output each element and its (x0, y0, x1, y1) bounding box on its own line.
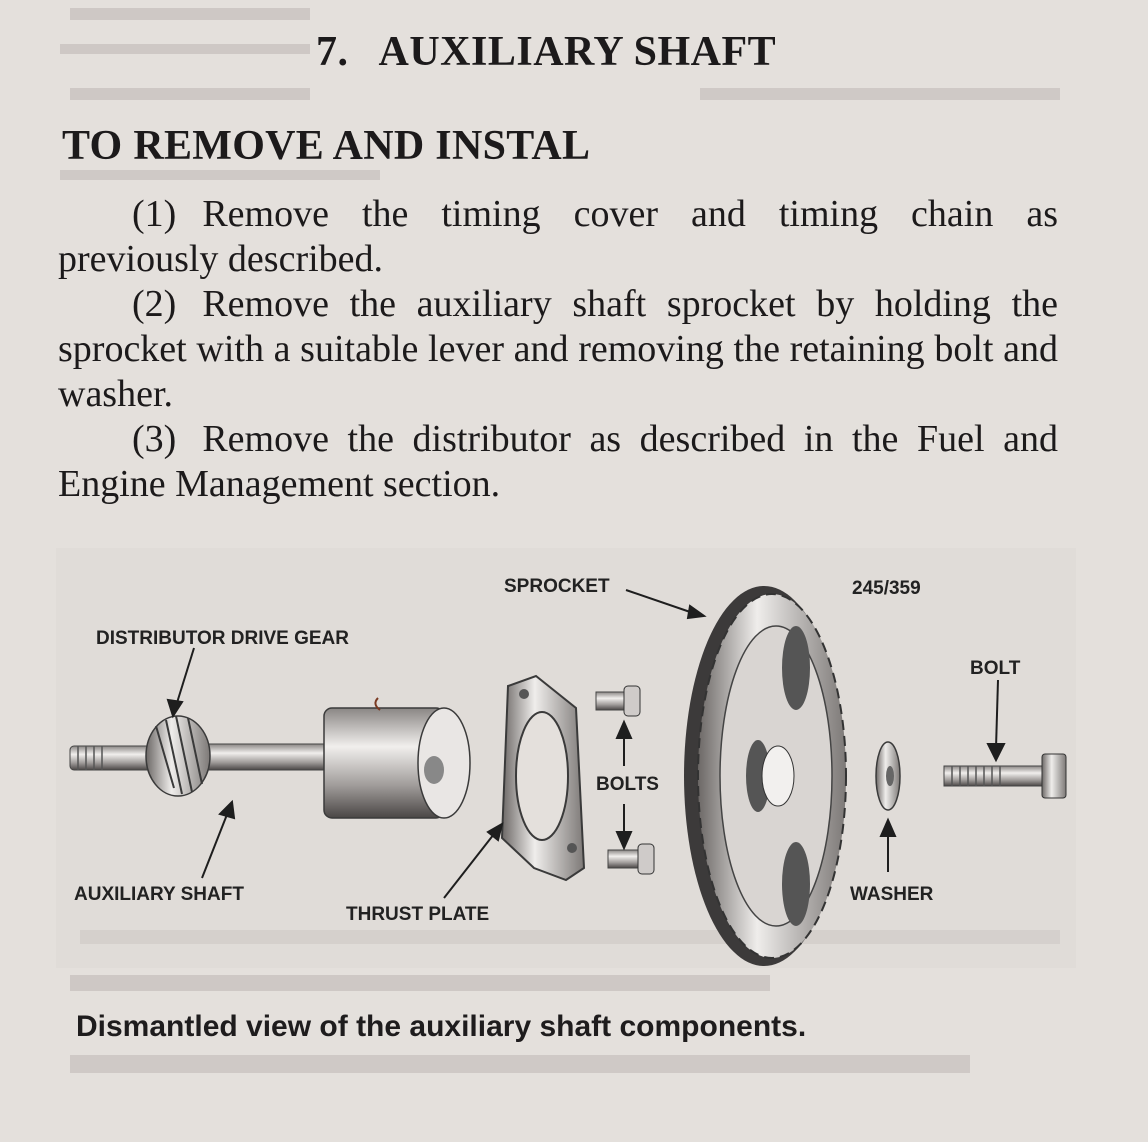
exploded-view-figure (56, 548, 1076, 968)
step-number: (2) (132, 283, 177, 325)
step-2 (58, 282, 1058, 417)
label-thrust-plate: THRUST PLATE (346, 904, 490, 925)
figure-illustration (56, 548, 1076, 968)
thrust-plate-part (502, 676, 584, 880)
label-auxiliary-shaft: AUXILIARY SHAFT (74, 884, 244, 905)
label-distributor-drive-gear: DISTRIBUTOR DRIVE GEAR (96, 628, 350, 649)
procedure-steps (58, 192, 1058, 507)
distributor-drive-gear-part (146, 716, 210, 796)
step-number: (1) (132, 193, 177, 235)
step-1 (58, 192, 1058, 282)
section-title-text: AUXILIARY SHAFT (378, 29, 777, 75)
figure-caption: Dismantled view of the auxiliary shaft components. (76, 1010, 807, 1043)
washer-part (876, 742, 900, 810)
step-text: Remove the distributor as described in the Fuel and Engine Management section. (58, 418, 1058, 505)
step-number: (3) (132, 418, 177, 460)
figure-reference-number: 245/359 (852, 578, 921, 599)
section-title (316, 28, 776, 76)
step-text: Remove the auxiliary shaft sprocket by holding the sprocket with a suitable lever and removing the retaining bolt and washer. (58, 283, 1058, 415)
step-text: Remove the timing cover and timing chain as previously described. (58, 193, 1058, 280)
label-washer: WASHER (850, 884, 934, 905)
label-bolts: BOLTS (596, 774, 659, 795)
step-3 (58, 417, 1058, 507)
label-bolt: BOLT (970, 658, 1021, 679)
section-number: 7. (316, 29, 349, 75)
label-sprocket: SPROCKET (504, 576, 610, 597)
sprocket-part (684, 586, 846, 966)
subheading: TO REMOVE AND INSTAL (62, 123, 591, 169)
